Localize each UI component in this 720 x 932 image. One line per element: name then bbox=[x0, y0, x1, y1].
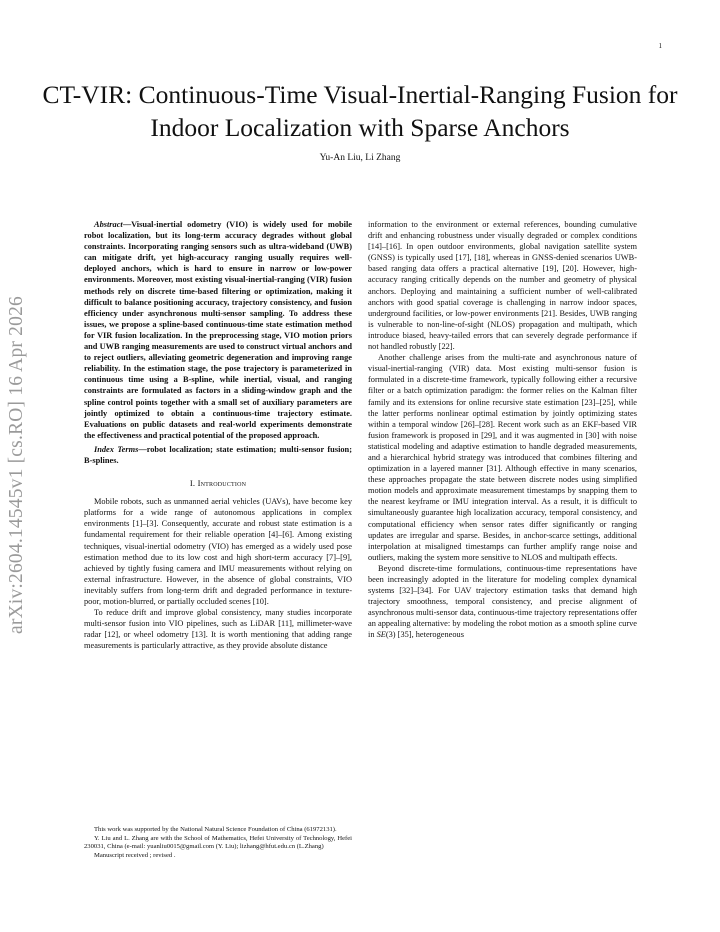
section-title: Introduction bbox=[197, 478, 247, 489]
index-terms-text: —robot localization; state estimation; multi-sensor fusion; B-splines. bbox=[84, 444, 352, 465]
paper-title: CT-VIR: Continuous-Time Visual-Inertial-Ranging Fusion for Indoor Localization with Sparse Anchors bbox=[42, 80, 678, 142]
index-terms-label: Index Terms bbox=[94, 444, 139, 454]
paper-authors: Yu-An Liu, Li Zhang bbox=[319, 153, 401, 163]
page-number: 1 bbox=[658, 42, 662, 50]
index-terms bbox=[84, 444, 352, 466]
abstract-label: Abstract bbox=[94, 220, 123, 229]
footnotes bbox=[84, 826, 352, 860]
arxiv-identifier-stamp: arXiv:2604.14545v1 [cs.RO] 16 Apr 2026 bbox=[6, 296, 27, 634]
footnote-affiliation: Y. Liu and L. Zhang are with the School of Mathematics, Hefei University of Technology, Hefei 230031, China (e-mail: yuanliu0015@gmail.com (Y. Liu); lizhang@hfut.edu.cn (L.Zhang) bbox=[84, 834, 352, 850]
abstract-text: —Visual-inertial odometry (VIO) is widely used for mobile robot localization, but its long-term accuracy degrades without global constraints. Incorporating ranging sensors such as ultra-wideband (UWB) can mitigate drift, yet high-accuracy ranging usually requires well-deployed anchors, which is hard to ensure in narrow or low-power environments. Moreover, most existing visual-inertial-ranging (VIR) fusion methods rely on discrete time-based filtering or optimization, making it difficult to balance positioning accuracy, trajectory consistency, and fusion efficiency under asynchronous multi-sensor sampling. To address these issues, we propose a spline-based continuous-time state estimation method for VIR fusion localization. In the preprocessing stage, VIO motion priors and UWB ranging measurements are used to construct virtual anchors and to reject outliers, alleviating geometric degeneration and improving range reliability. In the estimation stage, the pose trajectory is parameterized in continuous time using a B-spline, while inertial, visual, and ranging constraints are formulated as factors in a sliding-window graph and the spline control points together with a small set of auxiliary parameters are jointly optimized to obtain a continuous-time trajectory estimate. Evaluations on public datasets and real-world experiments demonstrate the effectiveness and practical potential of the proposed approach. bbox=[84, 220, 352, 440]
footnote-funding: This work was supported by the National Natural Science Foundation of China (61972131). bbox=[94, 826, 337, 833]
intro-paragraph bbox=[368, 563, 637, 641]
intro-paragraph: To reduce drift and improve global consistency, many studies incorporate multi-sensor fusion into VIO pipelines, such as LiDAR [11], millimeter-wave radar [12], or wheel odometry [13]. It is worth mentioning that adding range measurements is particularly attractive, as they provide absolute distance bbox=[84, 608, 352, 651]
paragraph-tail: (3) [35], heterogeneous bbox=[385, 630, 464, 640]
abstract bbox=[84, 219, 352, 441]
math-se3: SE bbox=[376, 630, 386, 640]
right-column bbox=[368, 219, 637, 641]
section-heading-introduction bbox=[84, 478, 352, 489]
section-number: I. bbox=[189, 478, 198, 489]
intro-paragraph: information to the environment or external references, bounding cumulative drift and enhancing robustness under visually degraded or complex conditions [14]–[16]. In open outdoor environments, global navigation satellite system (GNSS) is typically used [17], [18], whereas in GNSS-denied scenarios UWB-based ranging data offers a practical alternative [19], [20]. However, high-accuracy ranging critically depends on the number and geometry of physical anchors. Deploying and maintaining a sufficient number of well-calibrated anchors with good spatial coverage is challenging in narrow indoor spaces, underground facilities, or low-power environments [21]. Besides, UWB ranging is vulnerable to non-line-of-sight (NLOS) propagation and multipath, which introduce biased, heavy-tailed errors that can severely degrade performance if not handled robustly [22]. bbox=[368, 220, 637, 352]
left-column bbox=[84, 219, 352, 651]
footnote-manuscript: Manuscript received ; revised . bbox=[94, 851, 176, 859]
intro-paragraph: Mobile robots, such as unmanned aerial vehicles (UAVs), have become key platforms for a wide range of autonomous applications in complex environments [1]–[3]. Consequently, accurate and robust state estimation is a fundamental requirement for their reliable operation [4]–[6]. Among existing techniques, visual-inertial odometry (VIO) has emerged as a widely used pose estimation method due to its low cost and high short-term accuracy [7]–[9], achieved by tightly fusing camera and IMU measurements without relying on external infrastructure. However, in the absence of global constraints, VIO inevitably suffers from long-term drift and degraded performance in texture-poor, motion-blurred, or partially occluded scenes [10]. bbox=[84, 497, 352, 606]
intro-paragraph: Another challenge arises from the multi-rate and asynchronous nature of visual-inertial-ranging (VIR) data. Most existing multi-sensor fusion is formulated in a discrete-time framework, typically following either a recursive filter or a batch optimization paradigm: the former relies on the Kalman filter family and its extensions for online recursive state estimation [23]–[25], while the latter performs nonlinear optimal estimation by jointly optimizing states within a temporal window [26]–[28]. Recent work such as an EKF-based VIR fusion framework is proposed in [29], and it was augmented in [30] with noise statistical modeling and adaptive estimation to handle degraded measurements, and a hierarchical hybrid strategy was introduced that combines filtering and optimization in a layered manner [31]. Although effective in many scenarios, these approaches propagate the state between discrete nodes using simplified motion models and approximate measurement timestamps by snapping them to the nearest keyframe or IMU integration interval. As a result, it is difficult to simultaneously guarantee high localization accuracy, temporal consistency, and computational efficiency when sensor rates differ significantly or ranging updates are irregular and sparse. Besides, in anchor-scarce settings, additional interpolation at misaligned timestamps can further amplify range noise and outliers, making the system more sensitive to NLOS and multipath effects. bbox=[368, 353, 637, 562]
paragraph-text: Beyond discrete-time formulations, continuous-time representations have been increasingly adopted in the literature for modeling complex dynamical systems [32]–[34]. For UAV trajectory estimation tasks that demand high trajectory smoothness, temporal consistency, and precise alignment of asynchronous multi-sensor data, continuous-time trajectory representations offer an appealing alternative: by modeling the robot motion as a smooth spline curve in bbox=[368, 563, 637, 640]
